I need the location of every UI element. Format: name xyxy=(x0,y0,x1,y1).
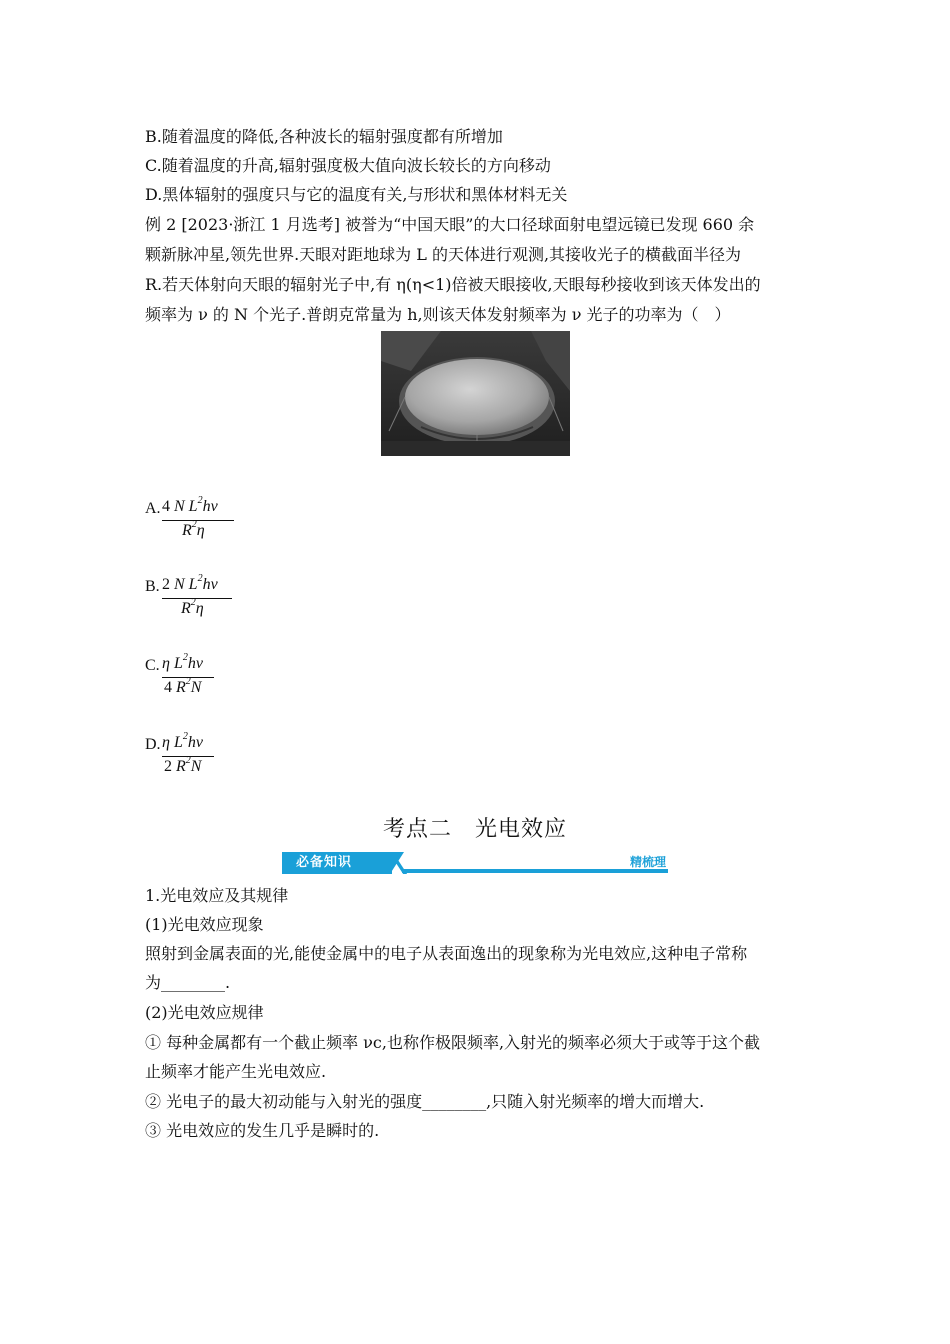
body-line-2: (1)光电效应现象 xyxy=(145,915,264,934)
num-var: N xyxy=(174,498,185,515)
option-label: D. xyxy=(145,736,161,753)
num-exp: 2 xyxy=(197,573,203,584)
num-tail: hν xyxy=(202,576,218,593)
option-label: A. xyxy=(145,500,161,517)
body-line-4: 为________. xyxy=(145,973,231,992)
num-var: η xyxy=(162,655,170,672)
num-tail: hν xyxy=(187,734,203,751)
num-var2: L xyxy=(188,498,198,515)
body-line-1: 1.光电效应及其规律 xyxy=(145,886,289,905)
num-var: N xyxy=(174,576,185,593)
den-coef: 2 xyxy=(164,758,172,775)
option-c-text: C.随着温度的升高,辐射强度极大值向波长较长的方向移动 xyxy=(145,156,551,175)
den-tail: N xyxy=(190,758,202,775)
body-line-7: 止频率才能产生光电效应. xyxy=(145,1062,327,1081)
den-tail: η xyxy=(195,600,204,617)
num-coef: 2 xyxy=(162,576,170,593)
den-var: R xyxy=(176,679,186,696)
body-line-5: (2)光电效应规律 xyxy=(145,1003,264,1022)
num-exp: 2 xyxy=(197,495,203,506)
fraction-bar xyxy=(162,598,232,599)
option-label: B. xyxy=(145,578,160,595)
body-line-3: 照射到金属表面的光,能使金属中的电子从表面逸出的现象称为光电效应,这种电子常称 xyxy=(145,944,748,963)
num-tail: hν xyxy=(202,498,218,515)
example-line-3: R.若天体射向天眼的辐射光子中,有 η(η<1)倍被天眼接收,天眼每秒接收到该天体发出的 xyxy=(145,275,761,294)
section-banner xyxy=(282,852,668,874)
num-exp: 2 xyxy=(182,731,188,742)
banner-stripe xyxy=(402,869,668,873)
num-var: η xyxy=(162,734,170,751)
num-var2: L xyxy=(188,576,198,593)
section-heading: 考点二 光电效应 xyxy=(382,817,567,842)
example-line-1: 例 2 [2023·浙江 1 月选考] 被誉为“中国天眼”的大口径球面射电望远镜已发现 660 余 xyxy=(145,215,755,234)
example-line-2: 颗新脉冲星,领先世界.天眼对距地球为 L 的天体进行观测,其接收光子的横截面半径为 xyxy=(145,245,742,264)
num-var2: L xyxy=(173,655,183,672)
den-var: R xyxy=(176,758,186,775)
telescope-photo xyxy=(381,331,570,456)
den-coef: 4 xyxy=(164,679,172,696)
option-label: C. xyxy=(145,657,160,674)
den-var: R xyxy=(182,522,192,539)
body-line-9: ③ 光电效应的发生几乎是瞬时的. xyxy=(145,1121,380,1140)
body-line-6: ① 每种金属都有一个截止频率 νc,也称作极限频率,入射光的频率必须大于或等于这个截 xyxy=(145,1033,761,1052)
den-tail: N xyxy=(190,679,202,696)
num-var2: L xyxy=(173,734,183,751)
banner-badge: 必备知识 xyxy=(282,852,392,874)
banner-tag: 精梳理 xyxy=(629,855,666,869)
num-coef: 4 xyxy=(162,498,170,515)
option-d-text: D.黑体辐射的强度只与它的温度有关,与形状和黑体材料无关 xyxy=(145,185,568,204)
den-exp: 2 xyxy=(191,519,197,530)
num-exp: 2 xyxy=(182,652,188,663)
den-exp: 2 xyxy=(190,597,196,608)
example-line-4: 频率为 ν 的 N 个光子.普朗克常量为 h,则该天体发射频率为 ν 光子的功率为（ ） xyxy=(145,305,731,324)
option-b-text: B.随着温度的降低,各种波长的辐射强度都有所增加 xyxy=(145,127,503,146)
den-var: R xyxy=(181,600,191,617)
body-line-8: ② 光电子的最大初动能与入射光的强度________,只随入射光频率的增大而增大. xyxy=(145,1092,705,1111)
num-tail: hν xyxy=(187,655,203,672)
den-exp: 2 xyxy=(185,676,191,687)
fraction-bar xyxy=(162,520,234,521)
den-tail: η xyxy=(196,522,205,539)
den-exp: 2 xyxy=(185,755,191,766)
